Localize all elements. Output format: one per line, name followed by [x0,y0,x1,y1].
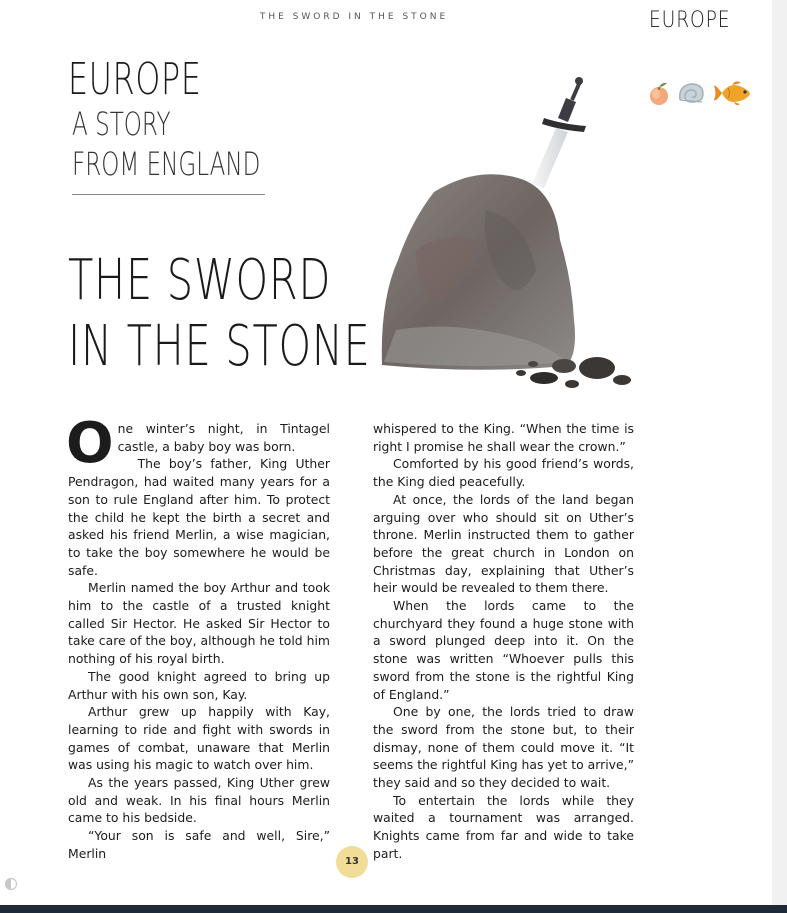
story-title [68,248,371,380]
pebble [565,380,579,388]
paragraph: At once, the lords of the land began arguing over who should sit on Uther’s throne. Merlin instructed them to gather before the great church in London on Christmas day, explaining that Uther’s heir would be revealed to them there. [373,491,634,596]
sword-grip [572,84,579,100]
title-divider [72,194,265,195]
sword-hilt [558,98,576,122]
story-title-line1: THE SWORD [68,248,332,313]
paragraph: When the lords came to the churchyard they found a huge stone with a sword plunged deep into it. On the stone was written “Whoever pulls this sword from the stone is the rightful King of England.” [373,598,634,702]
paragraph: “Your son is safe and well, Sire,” Merlin [68,828,330,861]
running-header: THE SWORD IN THE STONE [259,12,449,22]
pebble [516,370,526,376]
paragraph: To entertain the lords while they waited a tournament was arranged. Knights came from far and wide to take part. [373,792,634,861]
paragraph: One winter’s night, in Tintagel castle, a baby boy was born. [66,411,330,476]
text-column-1 [66,411,330,863]
text-column-2 [373,420,634,863]
drop-cap: O [66,411,114,476]
pebble [613,375,631,385]
story-title-line2: IN THE STONE [68,314,371,379]
page-number: 13 [336,846,368,878]
pebble [530,372,558,384]
paragraph: As the years passed, King Uther grew old and weak. In his final hours Merlin came to his bedside. [68,775,330,826]
paragraph: Comforted by his good friend’s words, the King died peacefully. [373,456,634,490]
shell-icon [676,80,706,106]
pebble [552,359,576,373]
paragraph: One by one, the lords tried to draw the sword from the stone but, to their dismay, none of them could move it. “It seems the rightful King has yet to arrive,” they said and so they decided to wait. [373,704,634,791]
paragraph: The good knight agreed to bring up Arthur with his own son, Kay. [68,668,330,702]
region-label: EUROPE [649,8,731,33]
region-icons [648,78,756,108]
title-subtitle-line1: A STORY [72,105,171,143]
viewer-scroll-track[interactable] [772,0,787,905]
title-subtitle-line2: FROM ENGLAND [72,145,261,183]
goldfish-icon [712,78,756,108]
pebble [528,361,538,367]
peach-icon [648,80,670,106]
viewer-bottom-bar [0,905,787,913]
sword-in-stone-illustration [376,70,638,394]
paragraph: The boy’s father, King Uther Pendragon, had waited many years for a son to rule England after him. To protect the child he kept the birth a secret and asked his friend Merlin, a wise magician, to take the boy somewhere he would be safe. [68,456,330,578]
contrast-toggle-icon[interactable] [4,877,18,891]
sword-pommel [575,77,583,85]
paragraph: Arthur grew up happily with Kay, learning to ride and fight with swords in games of combat, unaware that Merlin was using his magic to watch over him. [68,704,330,773]
paragraph: whispered to the King. “When the time is right I promise he shall wear the crown.” [373,421,634,454]
paragraph: Merlin named the boy Arthur and took him to the castle of a trusted knight called Sir Hector. He asked Sir Hector to take care of the boy, although he told him nothing of his royal birth. [68,580,330,667]
title-region: EUROPE [68,54,202,105]
sword-blade [532,128,568,188]
pebble [579,357,615,379]
title-block [68,56,268,184]
